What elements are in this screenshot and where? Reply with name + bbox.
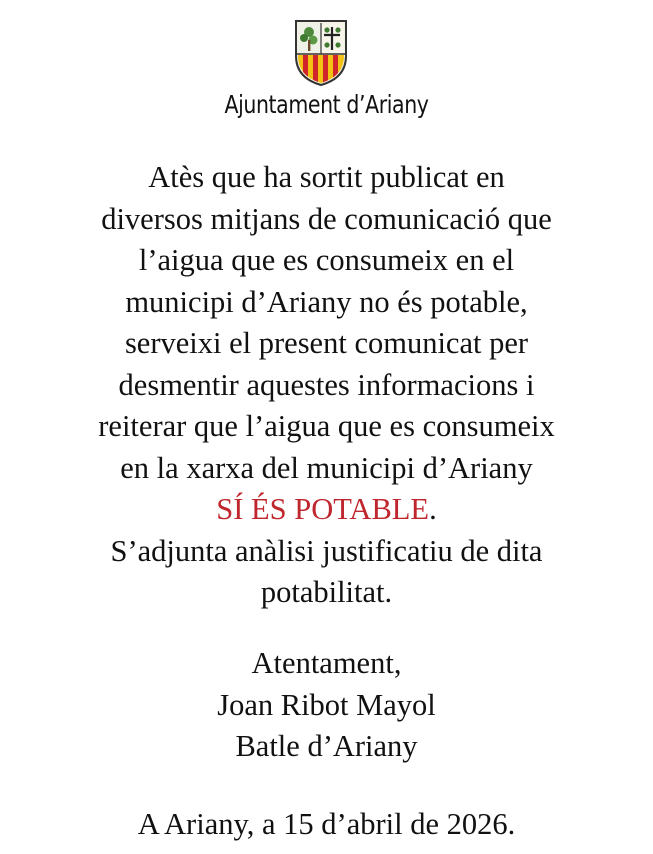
- organization-name: Ajuntament d’Ariany: [224, 90, 429, 119]
- notice-line: diversos mitjans de comunicació que: [101, 201, 552, 236]
- emphasis-period: .: [429, 492, 437, 526]
- coat-of-arms-icon: [292, 18, 350, 88]
- notice-line: serveixi el present comunicat per: [124, 326, 529, 360]
- dateline: A Ariany, a 15 d’abril de 2026.: [137, 807, 516, 841]
- attachment-line: S’adjunta anàlisi justificatiu de dita: [110, 533, 543, 568]
- attachment-line: potabilitat.: [260, 575, 393, 609]
- notice-line: reiterar que l’aigua que es consumeix: [98, 409, 555, 443]
- notice-line: Atès que ha sortit publicat en: [148, 160, 505, 194]
- closing-salutation: Atentament,: [251, 646, 402, 680]
- signatory-name: Joan Ribot Mayol: [217, 687, 436, 722]
- notice-line: en la xarxa del municipi d’Ariany: [120, 450, 533, 485]
- notice-line: municipi d’Ariany no és potable,: [125, 284, 528, 319]
- potable-emphasis: SÍ ÉS POTABLE: [216, 492, 430, 526]
- signatory-title: Batle d’Ariany: [235, 729, 418, 763]
- notice-line: desmentir aquestes informacions i: [118, 367, 535, 402]
- notice-line: l’aigua que es consumeix en el: [138, 243, 515, 277]
- signature-block: [0, 643, 653, 768]
- notice-body: [0, 157, 653, 614]
- emphasis-line: [0, 489, 653, 531]
